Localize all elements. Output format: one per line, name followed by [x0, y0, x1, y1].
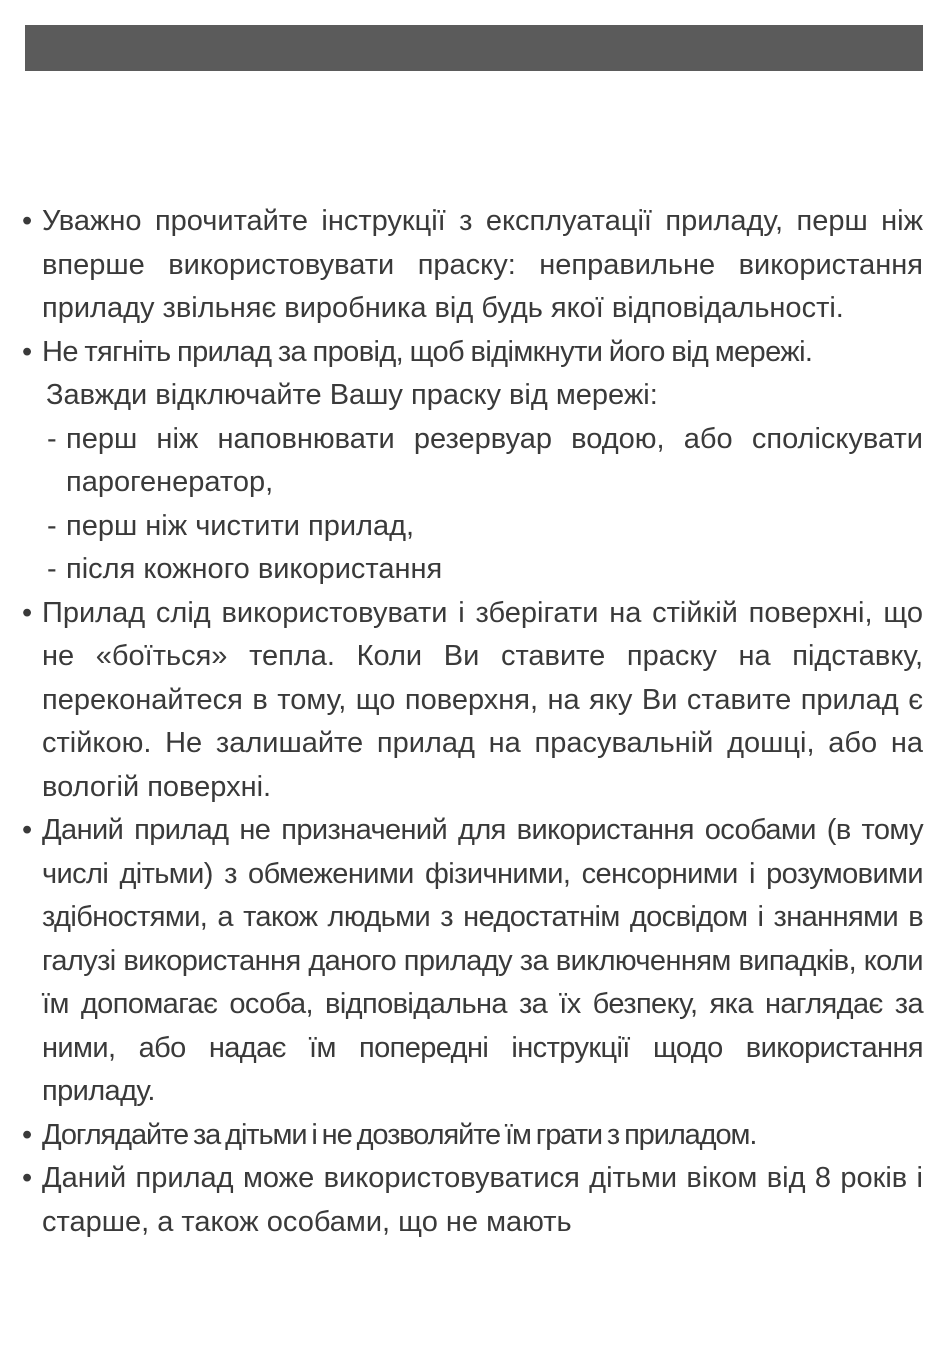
bullet-icon: • — [22, 596, 33, 629]
list-item-text: Доглядайте за дітьми і не дозволяйте їм грати з приладом. — [42, 1118, 757, 1151]
bullet-icon: • — [22, 335, 33, 368]
list-item-subtext: Завжди відключайте Вашу праску від мережі: — [46, 379, 658, 411]
sub-list-item — [20, 548, 923, 592]
dash-icon: - — [47, 422, 57, 455]
bullet-icon: • — [22, 205, 33, 237]
safety-instructions — [20, 200, 923, 1244]
bullet-icon: • — [22, 814, 33, 846]
list-item-text: Даний прилад може використовуватися дітьми віком від 8 років і старше, а також особами, що не мають — [42, 1162, 923, 1238]
list-item — [20, 331, 923, 375]
sub-list-item — [20, 418, 923, 505]
dash-icon: - — [47, 553, 57, 585]
list-item-text: Прилад слід використовувати і зберігати на стійкій поверхні, що не «боїться» тепла. Коли Ви ставите праску на підставку, переконайтеся в тому, що поверхня, на яку Ви ставите прилад є стійкою. Не залишайте прилад на прасувальній дошці, або на вологій поверхні. — [42, 596, 923, 803]
list-item-text: Даний прилад не призначений для використання особами (в тому числі дітьми) з обмеженими фізичними, сенсорними і розумовими здібностями, а також людьми з недостатнім досвідом і знаннями в галузі використання даного приладу за виключенням випадків, коли їм допомагає особа, відповідальна за їх безпеку, яка наглядає за ними, або надає їм попередні інструкції щодо використання приладу. — [42, 814, 923, 1107]
dash-icon: - — [47, 509, 57, 542]
bullet-icon: • — [22, 1162, 33, 1194]
list-item — [20, 809, 923, 1114]
list-item — [20, 592, 923, 810]
sub-list-item-text: перш ніж наповнювати резервуар водою, або сполiскувати парогенератор, — [66, 422, 923, 498]
list-item — [20, 1114, 923, 1158]
list-item — [20, 200, 923, 331]
list-item-text: Уважно прочитайте інструкції з експлуатації приладу, перш ніж вперше використовувати праску: неправильне використання приладу звільняє виробника від будь якої відповідальності. — [42, 205, 923, 324]
header-bar — [25, 25, 923, 71]
bullet-icon: • — [22, 1118, 33, 1151]
list-item-text: Не тягніть прилад за провід, щоб відімкнути його від мережі. — [42, 335, 813, 368]
sub-list-item — [20, 505, 923, 549]
sub-list-item-text: перш ніж чистити прилад, — [66, 509, 415, 542]
sub-list-item-text: після кожного використання — [66, 553, 443, 585]
list-item — [20, 1157, 923, 1244]
